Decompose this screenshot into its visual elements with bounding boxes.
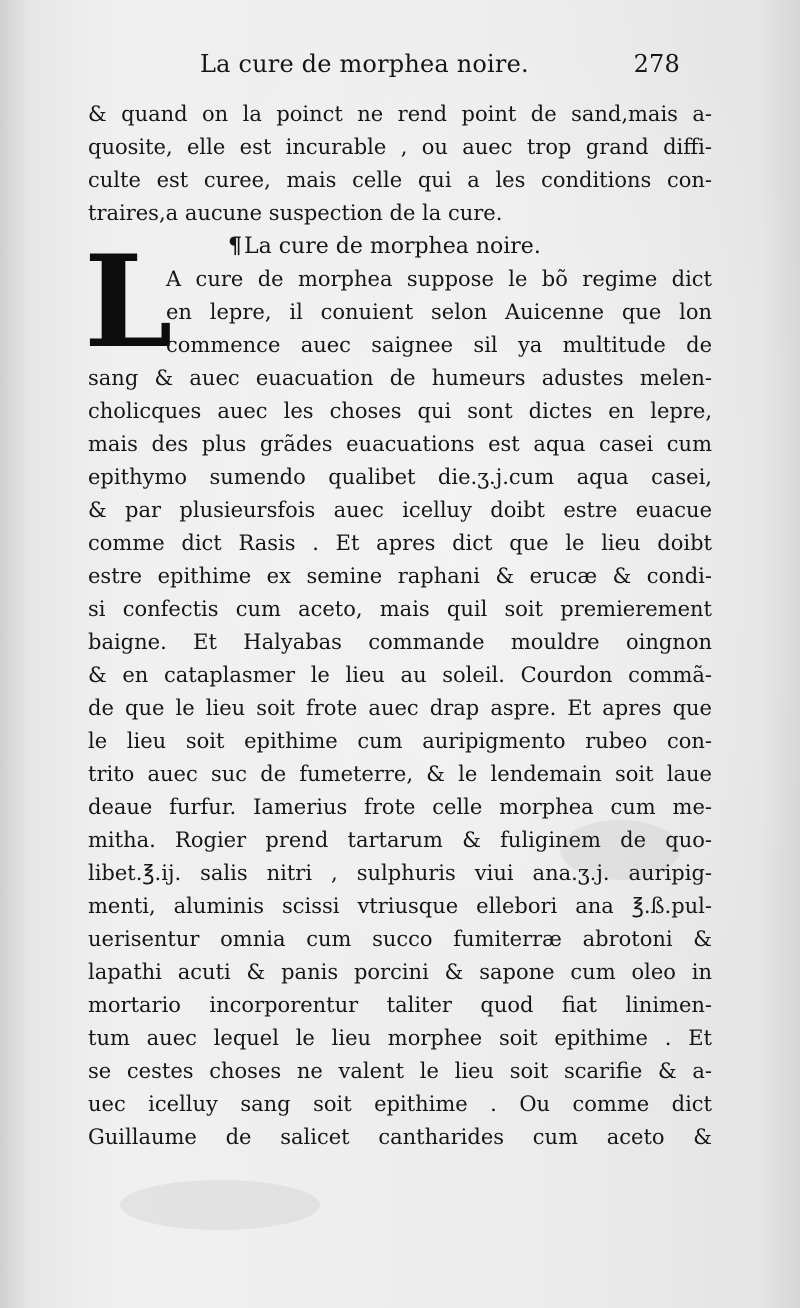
- drop-cap: L: [84, 228, 173, 376]
- pilcrow-icon: ¶: [228, 233, 242, 259]
- text-line: lapathi acuti & panis porcini & sapone cum oleo in: [88, 960, 712, 984]
- text-line: & en cataplasmer le lieu au soleil. Courdon commã-: [88, 663, 712, 687]
- text-block: [88, 98, 712, 1154]
- text-line: A cure de morphea suppose le bõ regime dict: [166, 267, 712, 291]
- text-line: de que le lieu soit frote auec drap aspre. Et apres que: [88, 696, 712, 720]
- text-line: libet.℥.ij. salis nitri , sulphuris viui ana.ʒ.j. auripig-: [88, 861, 712, 885]
- text-line: sang & auec euacuation de humeurs adustes melen-: [88, 366, 712, 390]
- text-line: mitha. Rogier prend tartarum & fuliginem de quo-: [88, 828, 712, 852]
- text-line: comme dict Rasis . Et apres dict que le lieu doibt: [88, 531, 712, 555]
- text-line: mais des plus grãdes euacuations est aqua casei cum: [88, 432, 712, 456]
- page-number: 278: [633, 50, 680, 78]
- section-title-text: La cure de morphea noire.: [244, 234, 541, 259]
- text-line: se cestes choses ne valent le lieu soit scarifie & a-: [88, 1059, 712, 1083]
- text-line: traires,a aucune suspection de la cure.: [88, 201, 503, 225]
- text-line: tum auec lequel le lieu morphee soit epithime . Et: [88, 1026, 712, 1050]
- text-line: & par plusieursfois auec icelluy doibt estre euacue: [88, 498, 712, 522]
- page-header: [200, 50, 680, 90]
- text-line: commence auec saignee sil ya multitude de: [166, 333, 712, 357]
- paper-stain: [120, 1180, 320, 1230]
- text-line: cholicques auec les choses qui sont dictes en lepre,: [88, 399, 712, 423]
- text-line: Guillaume de salicet cantharides cum aceto &: [88, 1125, 712, 1149]
- text-line: culte est curee, mais celle qui a les conditions con-: [88, 168, 712, 192]
- text-line: mortario incorporentur taliter quod fiat linimen-: [88, 993, 712, 1017]
- text-line: en lepre, il conuient selon Auicenne que lon: [166, 300, 712, 324]
- text-line: trito auec suc de fumeterre, & le lendemain soit laue: [88, 762, 712, 786]
- text-line: uec icelluy sang soit epithime . Ou comme dict: [88, 1092, 712, 1116]
- running-title: La cure de morphea noire.: [200, 50, 529, 78]
- text-line: deaue furfur. Iamerius frote celle morphea cum me-: [88, 795, 712, 819]
- text-line: & quand on la poinct ne rend point de sand,mais a-: [88, 102, 712, 126]
- text-line: si confectis cum aceto, mais quil soit premierement: [88, 597, 712, 621]
- text-line: le lieu soit epithime cum auripigmento rubeo con-: [88, 729, 712, 753]
- text-line: menti, aluminis scissi vtriusque ellebori ana ℥.ß.pul-: [88, 894, 712, 918]
- section-heading: [88, 230, 712, 263]
- text-line: estre epithime ex semine raphani & erucæ & condi-: [88, 564, 712, 588]
- text-line: uerisentur omnia cum succo fumiterræ abrotoni &: [88, 927, 712, 951]
- text-line: baigne. Et Halyabas commande mouldre oingnon: [88, 630, 712, 654]
- text-line: epithymo sumendo qualibet die.ʒ.j.cum aqua casei,: [88, 465, 712, 489]
- section-title: [228, 230, 541, 263]
- text-line: quosite, elle est incurable , ou auec trop grand diffi-: [88, 135, 712, 159]
